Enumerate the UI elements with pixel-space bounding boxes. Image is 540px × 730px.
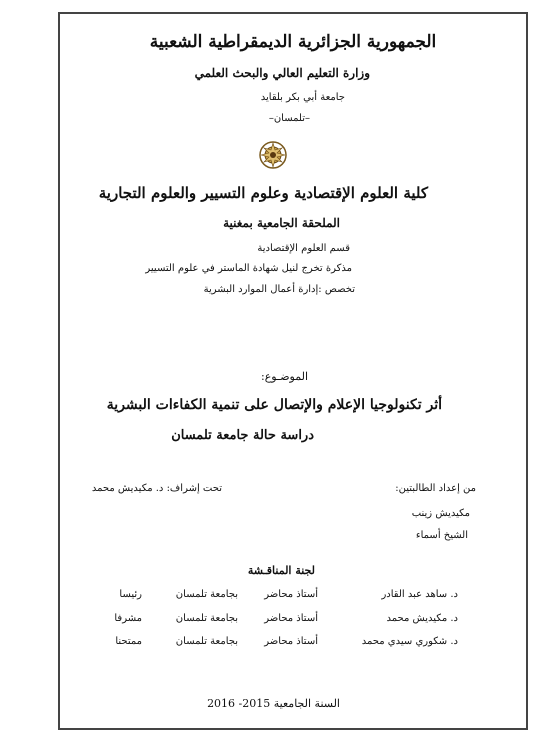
case-study-line: دراسة حالة جامعة تلمسان [171,428,314,443]
committee-member-rank: أستاذ محاضر [264,589,318,600]
annex-name: الملحقة الجامعية بمغنية [223,216,340,230]
ministry-line: وزارة التعليم العالي والبحث العلمي [194,66,370,80]
committee-member-institution: بجامعة تلمسان [175,613,238,624]
academic-year: السنة الجامعية 2015- 2016 [207,697,340,710]
committee-member-name: د. مكيديش محمد [386,613,458,624]
city-line: –تلمسان– [268,113,310,124]
topic-label: الموضـوع: [261,370,308,383]
committee-member-role: رئيسا [119,589,142,600]
supervisor-line: تحت إشراف: د. مكيديش محمد [91,483,222,494]
authors-label: من إعداد الطالبتين: [395,483,476,494]
committee-member-role: مشرفا [114,613,142,624]
committee-member-name: د. شكوري سيدي محمد [361,636,458,647]
committee-title: لجنة المناقـشة [247,564,315,577]
faculty-name: كلية العلوم الإقتصادية وعلوم التسيير والعلوم التجارية [98,184,428,202]
committee-member-institution: بجامعة تلمسان [175,636,238,647]
committee-member-rank: أستاذ محاضر [264,613,318,624]
committee-member-name: د. ساهد عبد القادر [381,589,458,600]
committee-member-institution: بجامعة تلمسان [175,589,238,600]
department-name: قسم العلوم الإقتصادية [257,243,350,254]
committee-member-rank: أستاذ محاضر [264,636,318,647]
topic-title: أثر تكنولوجيا الإعلام والإتصال على تنمية الكفاءات البشرية [106,397,442,413]
university-line: جامعة أبي بكر بلقايد [260,92,345,103]
specialty-line: تخصص :إدارة أعمال الموارد البشرية [203,284,355,295]
memo-line: مذكرة تخرج لنيل شهادة الماستر في علوم التسيير [145,263,352,274]
republic-title: الجمهورية الجزائرية الديمقراطية الشعبية [149,32,437,52]
university-emblem-icon [258,140,288,170]
author-name: الشيخ أسماء [415,530,468,541]
author-name: مكيديش زينب [411,508,470,519]
committee-member-role: ممتحنا [115,636,142,647]
